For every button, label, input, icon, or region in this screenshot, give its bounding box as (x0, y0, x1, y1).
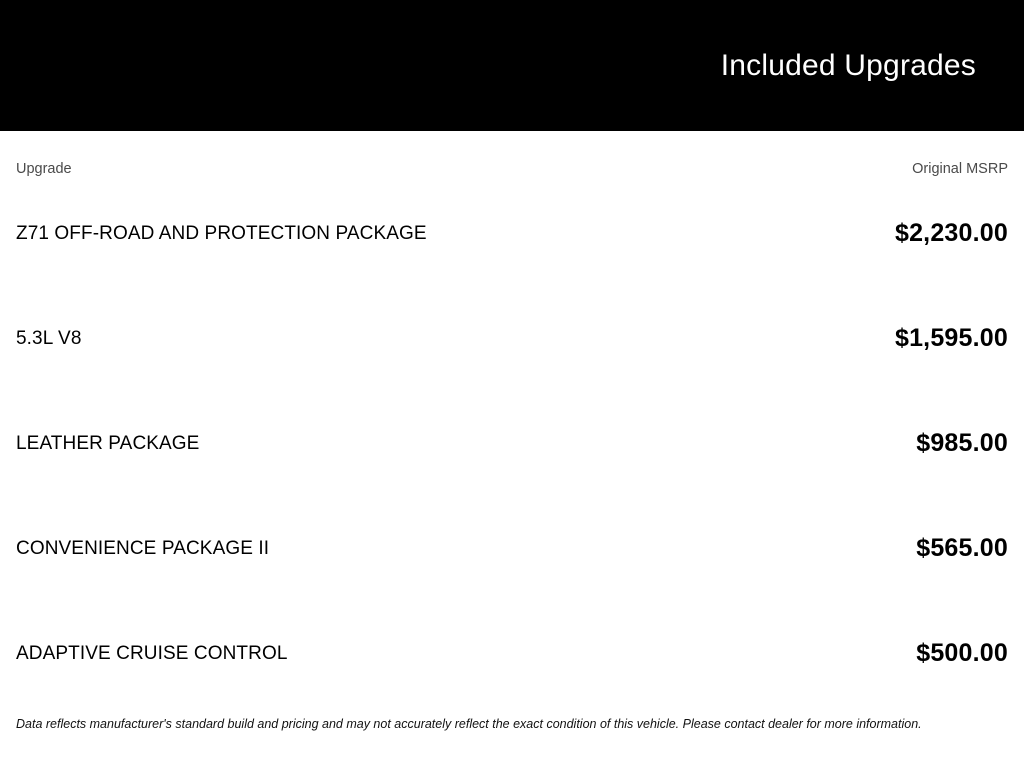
upgrade-name: LEATHER PACKAGE (16, 432, 200, 454)
upgrade-name: CONVENIENCE PACKAGE II (16, 537, 270, 559)
table-row (16, 496, 1008, 601)
upgrade-name: ADAPTIVE CRUISE CONTROL (16, 642, 288, 664)
upgrades-list (16, 181, 1008, 706)
upgrade-name: Z71 OFF-ROAD AND PROTECTION PACKAGE (16, 222, 427, 244)
upgrade-price: $2,230.00 (894, 219, 1008, 247)
upgrade-name: 5.3L V8 (16, 327, 82, 349)
table-row (16, 181, 1008, 286)
upgrade-price: $565.00 (916, 534, 1008, 562)
column-header-msrp: Original MSRP (912, 161, 1008, 177)
page-title: Included Upgrades (720, 49, 976, 82)
disclaimer-text: Data reflects manufacturer's standard build and pricing and may not accurately reflect the exact condition of this vehicle. Please contact dealer for more information. (16, 717, 922, 731)
page-header (0, 0, 1024, 131)
table-row (16, 391, 1008, 496)
upgrade-price: $985.00 (916, 429, 1008, 457)
table-column-headers (16, 161, 1008, 177)
upgrades-content (0, 131, 1024, 768)
column-header-upgrade: Upgrade (16, 161, 72, 177)
table-row (16, 286, 1008, 391)
upgrade-price: $1,595.00 (894, 324, 1008, 352)
table-row (16, 601, 1008, 706)
upgrade-price: $500.00 (916, 639, 1008, 667)
